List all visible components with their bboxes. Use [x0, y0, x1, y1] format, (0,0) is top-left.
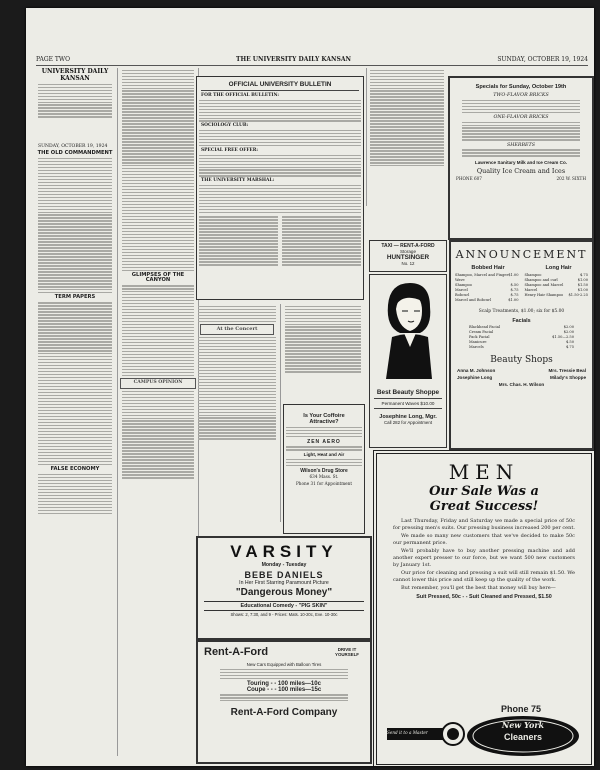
- long-price-list: [522, 273, 589, 303]
- coffee-copy: [284, 427, 364, 437]
- varsity-star: BEBE DANIELS: [244, 570, 324, 580]
- bulletin-notice-text: [197, 100, 363, 122]
- announcement-title: ANNOUNCEMENT: [455, 248, 588, 261]
- shop-name: Josephine Long: [457, 375, 493, 380]
- ice-cream-specials-ad: [448, 76, 594, 240]
- men-paragraph: Last Thursday, Friday and Saturday we made a special price of 50c for pressing men's suits. Our pressing business increased 200 per cent.: [393, 518, 575, 531]
- specials-list-3: [460, 149, 582, 156]
- price-value: $1.00: [508, 298, 519, 302]
- price-value: $1.50—2.50: [552, 335, 574, 339]
- rentaford-tag: DRIVE IT YOURSELF: [335, 647, 359, 657]
- bulletin-sociology: SOCIOLOGY CLUB:: [201, 123, 249, 129]
- bulletin-title: OFFICIAL UNIVERSITY BULLETIN: [228, 81, 332, 88]
- price-item: Shampoo and Marcel: [524, 283, 564, 287]
- price-value: $1.50-2.25: [568, 293, 588, 297]
- bulletin-right-text: [280, 215, 363, 267]
- specials-title: Specials for Sunday, October 19th: [475, 84, 567, 90]
- dairy-name: Lawrence Sanitary Milk and Ice Cream Co.: [474, 159, 568, 165]
- price-value: $.75: [565, 345, 574, 349]
- price-value: $.75: [579, 273, 588, 277]
- letters-text: [120, 70, 196, 271]
- cleaners-phone: Phone 75: [501, 704, 542, 714]
- price-item: Marcel and Bobcurl: [455, 298, 492, 302]
- rentaford-copy-2: [218, 694, 350, 701]
- beauty-shop-names: [451, 365, 592, 390]
- men-paragraph: But remember, you'll get the best that money will buy here—: [401, 585, 556, 592]
- editorial-date: SUNDAY, OCTOBER 19, 1924: [38, 143, 108, 149]
- rentaford-line-1: New Cars Equipped with Balloon Tires: [246, 662, 322, 667]
- news-column: [283, 304, 363, 400]
- price-item: Cream Facial: [469, 330, 494, 334]
- dairy-quality: Quality Ice Cream and Ices: [476, 166, 566, 175]
- taxi-title: TAXI — RENT-A-FORD: [381, 243, 435, 249]
- rent-a-ford-ad: [196, 640, 372, 764]
- shop-name: Anna M. Johnson: [457, 368, 496, 373]
- coffee-copy-2: [284, 446, 364, 450]
- beauty-permanent-waves: Permanent Waves $10.00: [381, 401, 435, 406]
- rentaford-touring: Touring - - 100 miles—10c: [247, 680, 321, 687]
- price-value: $2.00: [563, 330, 574, 334]
- price-row: [469, 345, 574, 350]
- taxi-name: HUNTSINGER: [386, 254, 430, 261]
- price-row: [455, 273, 519, 283]
- announcement-long-head: Long Hair: [545, 265, 572, 271]
- men-paragraph: Our price for cleaning and pressing a suit will still remain $1.50. We cannot lower this price and still keep up the quality of the work.: [393, 570, 575, 583]
- bulletin-two-columns: [197, 215, 363, 267]
- price-item: Marcel: [455, 288, 468, 292]
- coffee-copy-3: [284, 459, 364, 466]
- announcement-bobbed-head: Bobbed Hair: [471, 265, 505, 271]
- column-rule: [366, 68, 367, 206]
- newspaper-name: THE UNIVERSITY DAILY KANSAN: [236, 56, 351, 63]
- editorial-text-1: [36, 158, 114, 294]
- men-title: MEN: [448, 460, 520, 484]
- bobbed-price-list: [455, 273, 522, 303]
- men-slogan-2: Great Success!: [429, 499, 539, 514]
- new-york-cleaners-ad: [373, 450, 594, 766]
- rentaford-footer: Rent-A-Ford Company: [230, 707, 338, 719]
- dairy-address: 202 W. SIXTH: [556, 175, 586, 181]
- concert-intro: [196, 306, 278, 322]
- taxi-number: No. 12: [401, 261, 415, 266]
- price-item: Henry Hair Shampoo: [524, 293, 564, 297]
- bulletin-notice-head: FOR THE OFFICIAL BULLETIN:: [201, 93, 279, 98]
- facials-head: Facials: [512, 318, 531, 324]
- bulletin-kansas: THE UNIVERSITY MARSHAL:: [201, 178, 275, 184]
- price-value: $.75: [510, 293, 519, 297]
- coffee-line-1: Is Your Coffoire: [303, 413, 345, 419]
- masthead-title: UNIVERSITY DAILY KANSAN: [41, 68, 109, 82]
- best-beauty-shoppe-ad: [369, 274, 447, 448]
- price-value: $2.00: [563, 325, 574, 329]
- concert-column: [196, 304, 278, 532]
- glimpses-poem: [120, 285, 196, 376]
- editorial-heading-2: TERM PAPERS: [54, 294, 96, 301]
- editorial-text-3: [36, 474, 114, 514]
- price-row: [525, 293, 589, 298]
- rentaford-coupe: Coupe - - - 100 miles—15c: [246, 686, 322, 693]
- specials-list-1: [460, 100, 582, 113]
- rentaford-title: Rent-A-Ford: [204, 646, 269, 658]
- price-value: $1.50: [577, 283, 588, 287]
- dairy-phone: PHONE 607: [456, 175, 482, 181]
- price-item: Marcels: [469, 345, 484, 349]
- specials-list-2: [460, 122, 582, 141]
- masthead-staff: [36, 84, 114, 144]
- shop-name: Mrs. Chas. H. Wilson: [498, 382, 545, 387]
- editorial-column: [36, 68, 114, 758]
- page-folio: [36, 55, 588, 66]
- bulletin-sociology-text: [197, 130, 363, 146]
- official-bulletin: [196, 76, 364, 300]
- editorial-heading-1: THE OLD COMMANDMENT: [37, 149, 113, 156]
- taxi-storage: Storage: [399, 249, 417, 254]
- drug-store-phone: Phone 31 for Appointment: [295, 480, 353, 486]
- varsity-days: Monday - Tuesday: [261, 562, 307, 568]
- beauty-shoppe-name: Best Beauty Shoppe: [376, 389, 440, 396]
- glimpses-heading: GLIMPSES OF THE CANYON: [131, 271, 185, 284]
- issue-date: SUNDAY, OCTOBER 19, 1924: [497, 56, 588, 63]
- drug-store-address: 634 Mass. St.: [309, 473, 339, 479]
- men-slogan-1: Our Sale Was a: [429, 484, 539, 499]
- price-item: Marcel: [524, 288, 538, 292]
- coffee-line-2: Attractive?: [309, 419, 339, 425]
- varsity-film: "Dangerous Money": [235, 587, 333, 598]
- men-paragraph: We made so many new customers that we've decided to make 50c our permanent price.: [393, 533, 575, 546]
- price-item: Shampoo and curl: [524, 278, 558, 282]
- price-value: $1.00: [577, 278, 588, 282]
- wilsons-drug-store-ad: [283, 404, 365, 534]
- newspaper-page: [26, 8, 594, 766]
- beauty-shops-announcement-ad: [449, 240, 594, 450]
- specials-sherbets: SHERBETS: [506, 142, 536, 148]
- column-rule: [280, 304, 281, 522]
- send-to-master: Send it to a Master: [387, 730, 428, 735]
- right-column-text: [368, 70, 446, 167]
- price-row: [455, 298, 519, 303]
- concert-text: [196, 337, 278, 440]
- price-item: Blackhead Facial: [469, 325, 500, 329]
- logo-new-york: New York: [501, 720, 545, 730]
- beauty-shops-head: Beauty Shops: [490, 355, 553, 365]
- bulletin-kansas-text: [197, 185, 363, 213]
- scalp-treatments: Scalp Treatments, $1.00; six for $5.00: [478, 309, 565, 314]
- taxi-ad: [369, 240, 447, 272]
- price-item: Bobcurl: [455, 293, 470, 297]
- price-value: $1.00: [508, 273, 519, 277]
- price-item: Pack Facial: [469, 335, 490, 339]
- price-value: $1.00: [577, 288, 588, 292]
- price-item: Manicure: [469, 340, 487, 344]
- right-text-column: [368, 68, 446, 208]
- editorial-text-2: [36, 302, 114, 465]
- letters-column: [120, 68, 196, 758]
- concert-heading: At the Concert: [200, 324, 274, 335]
- varsity-comedy: Educational Comedy - "PIG SKIN": [204, 601, 364, 611]
- specials-two-flavor: TWO-FLAVOR BRICKS: [493, 93, 549, 98]
- varsity-title: VARSITY: [230, 542, 338, 561]
- price-item: Shampoo: [455, 283, 472, 287]
- men-offer: Suit Pressed, 50c - - Suit Cleaned and Pressed, $1.50: [416, 593, 552, 600]
- logo-cleaners: Cleaners: [503, 732, 543, 742]
- facial-price-list: [451, 324, 592, 351]
- price-value: $.50: [565, 340, 574, 344]
- zen-aero: ZEN AERO: [307, 438, 341, 445]
- men-paragraph: We'll probably have to buy another pressing machine and add another expert presser to our force, but we want 500 new customers by January 1st.: [393, 548, 575, 568]
- price-value: $.50: [510, 283, 519, 287]
- beauty-owner: Josephine Long, Mgr.: [379, 414, 437, 420]
- news-text: [283, 306, 363, 373]
- woman-portrait-illustration: [370, 275, 446, 385]
- beauty-call: Call 282 for Appointment: [383, 420, 433, 425]
- page-number: PAGE TWO: [36, 56, 70, 63]
- price-item: Shampoo, Marcel and Finger Wave: [455, 273, 509, 282]
- column-rule: [117, 68, 118, 756]
- bulletin-special: SPECIAL FREE OFFER:: [201, 147, 259, 153]
- varsity-theater-ad: [196, 536, 372, 640]
- campus-opinion-text: [120, 391, 196, 479]
- price-value: $.75: [510, 288, 519, 292]
- shop-name: Milady's Shoppe: [549, 375, 586, 380]
- bulletin-special-text: [197, 155, 363, 177]
- campus-opinion-heading: CAMPUS OPINION: [120, 378, 196, 389]
- shop-name: Mrs. Tressie Beal: [548, 368, 586, 373]
- men-body: [377, 514, 591, 592]
- price-item: Shampoo: [524, 273, 542, 277]
- drug-store-name: Wilson's Drug Store: [300, 467, 348, 474]
- varsity-shows: Shows: 2, 7:30, and 9 - Prices: Mats. 10-20c, Eve. 10-30c: [230, 612, 338, 617]
- editorial-heading-3: FALSE ECONOMY: [50, 465, 100, 472]
- varsity-subtitle: In Her First Starring Paramount Picture: [239, 580, 329, 586]
- coffee-item: Light, Heat and Air: [303, 452, 345, 458]
- rentaford-copy: [218, 669, 350, 679]
- bulletin-left-text: [197, 215, 280, 267]
- specials-one-flavor: ONE-FLAVOR BRICKS: [493, 114, 549, 120]
